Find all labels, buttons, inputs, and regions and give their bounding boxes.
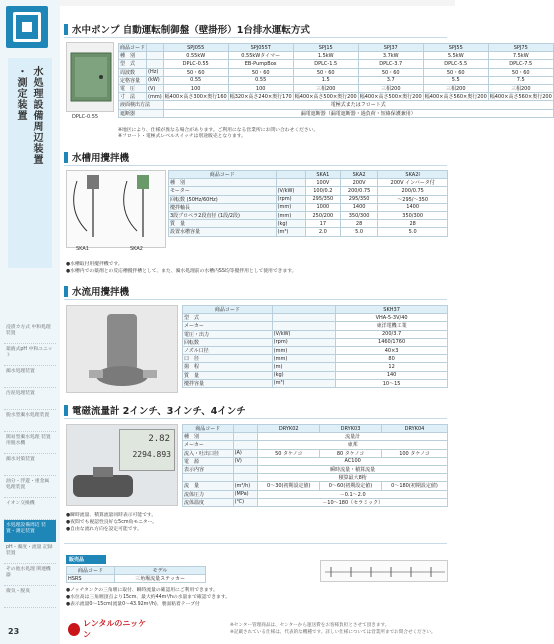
table-label-cell	[147, 60, 164, 68]
table-cell: －0.1～2.0	[258, 490, 448, 498]
sidebar-item[interactable]: 濁水対策装置	[4, 454, 56, 476]
sidebar-item[interactable]: pH・濁度・流量 記録装置	[4, 542, 56, 564]
table-cell: 幅400×高さ560×奥行200	[424, 94, 487, 101]
table-label-cell: 商品コード	[120, 45, 146, 52]
table-row	[119, 52, 554, 60]
table-cell: SKH37	[336, 306, 448, 314]
table-cell: AC100	[258, 457, 448, 465]
table-label-cell: 電 圧	[119, 84, 147, 92]
table-cell: 三相200	[293, 84, 358, 92]
table-label-cell: (m)	[272, 363, 336, 371]
sidebar-item[interactable]: その他水処理 関連機器	[4, 564, 56, 586]
vertical-section-title	[8, 58, 52, 268]
table-cell: 0～30(初期設定値)	[258, 482, 320, 490]
table-cell: VHA-5-3V/40	[336, 314, 448, 322]
table-cell: 80 タケノコ	[320, 449, 382, 457]
table-cell: 2.0	[305, 228, 340, 236]
table-label-cell: 設置水槽容量	[169, 228, 277, 236]
table-cell: 1000	[305, 203, 340, 211]
table-cell: 350/300	[378, 211, 448, 219]
table-label-cell: 質 量	[169, 220, 277, 228]
table-cell: DPLC-3.7	[358, 60, 423, 68]
table-label-cell: 寸 法	[119, 93, 147, 101]
note-line: ●ノッチタンクの三角堰に取付、瞬時流量の確認用にご利用できます。	[66, 588, 218, 593]
table-cell: 200V	[340, 179, 377, 187]
table-cell: 0.55	[163, 76, 228, 84]
table-label-cell: 商品コード	[183, 425, 234, 433]
table-row	[183, 465, 448, 473]
table-cell: SKA1	[305, 171, 340, 179]
table-label-cell: 揚 程	[183, 363, 273, 371]
sidebar-item[interactable]: 汚泥処理装置	[4, 388, 56, 410]
table-label-cell	[233, 441, 258, 449]
table-label-cell	[233, 465, 258, 473]
table-label-cell: ノズル口径	[183, 346, 273, 354]
table-cell: 100V	[305, 179, 340, 187]
table-cell: ～295/～350	[378, 195, 448, 203]
note-line: ●自由な流れ方向を設定可能です。	[66, 527, 142, 532]
table-cell: 0.55kW	[163, 52, 228, 60]
table-row	[169, 179, 448, 187]
table-label-cell: 種 別	[169, 179, 277, 187]
section-title-flow-mixer: 水流用攪拌機	[64, 284, 129, 298]
table-label-cell: 電 源	[183, 457, 234, 465]
table-cell: 28	[378, 220, 448, 228]
note-line: ●水槽取付用攪拌機です。	[66, 262, 123, 267]
table-cell: モデル	[115, 567, 206, 575]
table-row	[183, 474, 448, 482]
spec-table-pump-control	[118, 43, 554, 118]
vertical-title-line-2: ・測定装置	[15, 66, 26, 121]
table-label-cell: 回転数	[183, 338, 273, 346]
table-cell: 295/350	[340, 195, 377, 203]
note-line: ●瞬時流量、積算流量同時表示可能です。	[66, 513, 157, 518]
table-cell: 積算最大8桁	[258, 474, 448, 482]
note-line: ●表示流量0～15cm(流量0～43.92m³/h)、裏面粘着テープ付	[66, 602, 200, 607]
table-label-cell: (rpm)	[276, 195, 305, 203]
table-label-cell: 液面検出方法	[119, 101, 164, 109]
table-cell: DPLC-1.5	[293, 60, 358, 68]
table-label-cell: 商品コード	[169, 171, 277, 179]
table-cell: EB-PumpBox	[228, 60, 293, 68]
sidebar-item[interactable]: 簡易型濁水処理 装置用脱水機	[4, 432, 56, 454]
table-label-cell: (Hz)	[147, 68, 164, 76]
table-cell: 50・60	[358, 68, 423, 76]
table-row	[183, 314, 448, 322]
table-cell: 350/300	[340, 211, 377, 219]
footnote: ※センター管理商品は、センターから運送費をお客様負担とさせて頂きます。	[230, 623, 390, 628]
table-label-cell: (mm)	[148, 93, 162, 100]
table-label-cell	[276, 179, 305, 187]
table-label-cell	[233, 433, 258, 441]
table-row	[183, 306, 448, 314]
table-cell: 7.5	[488, 76, 553, 84]
table-row	[183, 330, 448, 338]
table-cell: 100/0.2	[305, 187, 340, 195]
table-label-cell: 種 別	[119, 52, 147, 60]
table-cell: SPJ55	[423, 44, 488, 52]
table-row	[183, 425, 448, 433]
note-line: ●水槽内での薬剤との反応槽攪拌槽として、また、濁水処理前の水槽内SS均等攪拌用として使用できます。	[66, 269, 297, 274]
table-cell: 200/0.75	[378, 187, 448, 195]
table-row	[169, 203, 448, 211]
table-cell: 12	[336, 363, 448, 371]
table-label-cell: 流 量	[183, 482, 234, 490]
total-flow-readout: 2294.893	[132, 450, 171, 459]
table-label-cell: (m³/h)	[233, 482, 258, 490]
table-cell: SPJ75	[488, 44, 553, 52]
table-cell: 1400	[378, 203, 448, 211]
table-cell: 50・60	[293, 68, 358, 76]
table-cell: 295/350	[305, 195, 340, 203]
table-label-cell	[183, 474, 234, 482]
table-cell: 三相200	[488, 84, 553, 92]
divider	[64, 165, 447, 166]
table-row	[183, 371, 448, 379]
table-cell: 1460/1760	[336, 338, 448, 346]
table-row	[183, 338, 448, 346]
table-row	[183, 498, 448, 506]
table-cell: 5.0	[378, 228, 448, 236]
table-cell: 40×3	[336, 346, 448, 354]
table-cell: 100	[163, 84, 228, 92]
table-label-cell: HSRS	[67, 575, 115, 583]
table-cell: 漏電遮断器（漏電遮断器・過負荷・短絡保護兼用）	[163, 109, 553, 117]
image-caption: SKA1	[76, 246, 89, 252]
for-sale-badge: 販売品	[66, 555, 106, 564]
sidebar-item[interactable]: 浸漬カ方式 中和処理装置	[4, 322, 56, 344]
table-cell: 200/3.7	[336, 330, 448, 338]
table-cell: 1.5kW	[293, 52, 358, 60]
brand-name: レンタルのニッケン	[82, 619, 147, 639]
table-label-cell: 型 式	[119, 60, 147, 68]
table-cell: 0.55	[228, 76, 293, 84]
table-label-cell: 定格容量	[119, 76, 147, 84]
footnote: ※記載されている仕様は、代表的な機種です。詳しい仕様については営業所までお問合せください。	[230, 630, 436, 635]
note-line: ※フロート・電極式レベルスイッチは別途販売となります。	[118, 134, 247, 139]
table-cell: SKA2I	[378, 171, 448, 179]
table-label-cell: 攪拌軸長	[169, 203, 277, 211]
table-row	[183, 457, 448, 465]
table-label-cell: 商品コード	[67, 567, 115, 575]
table-cell: 5.5	[423, 76, 488, 84]
table-label-cell: メーカー	[183, 322, 273, 330]
table-cell: 幅400×高さ300×奥行160	[164, 94, 227, 101]
table-cell: DPLC-5.5	[423, 60, 488, 68]
table-label-cell: 表示内容	[183, 465, 234, 473]
table-cell: 50・60	[423, 68, 488, 76]
table-cell: 50 タケノコ	[258, 449, 320, 457]
table-label-cell: (℃)	[233, 498, 258, 506]
table-cell: 3.7kW	[358, 52, 423, 60]
table-cell: DRYK03	[320, 425, 382, 433]
table-label-cell: (rpm)	[272, 338, 336, 346]
table-row	[169, 228, 448, 236]
flow-rate-readout: 2.82	[148, 434, 170, 444]
table-cell: 5.5kW	[423, 52, 488, 60]
table-label-cell: 流体温度	[183, 498, 234, 506]
vertical-title-line-1: 水処理設備周辺装置	[31, 66, 42, 165]
note-line: ●水位高は三角堰頂点より15cm、最大約44m³/hの水量まで確認できます。	[66, 595, 231, 600]
table-cell: 17	[305, 220, 340, 228]
top-bar	[60, 0, 455, 6]
sidebar-item[interactable]: 水処理設備周辺 装置・測定装置	[4, 520, 56, 542]
table-cell: 50・60	[163, 68, 228, 76]
table-label-cell	[272, 314, 336, 322]
table-row	[169, 187, 448, 195]
image-caption: DPLC-0.55	[72, 114, 99, 120]
table-label-cell	[272, 322, 336, 330]
table-cell: 3.7	[358, 76, 423, 84]
table-row	[119, 101, 554, 109]
table-cell: SPJ055	[163, 44, 228, 52]
section-title-flowmeter: 電磁流量計 2インチ、3インチ、4インチ	[64, 403, 246, 417]
sidebar-item[interactable]: 脱水型濁水処理装置	[4, 410, 56, 432]
table-label-cell: 種 別	[183, 433, 234, 441]
table-cell: 50・60	[488, 68, 553, 76]
table-cell: 東邦	[258, 441, 448, 449]
table-label-cell	[233, 474, 258, 482]
table-cell: 10～15	[336, 379, 448, 387]
table-label-cell	[147, 44, 164, 52]
table-label-cell: 質 量	[183, 371, 273, 379]
category-logo-icon	[6, 6, 48, 48]
brand-mark-icon	[68, 623, 80, 636]
table-row	[119, 60, 554, 68]
sidebar-item[interactable]: 油分・浮遊・重金属 処理装置	[4, 476, 56, 498]
table-row	[119, 84, 554, 92]
spec-table-tank-mixer	[168, 170, 448, 237]
table-cell: DRYK04	[381, 425, 447, 433]
table-cell: SPJ055T	[228, 44, 293, 52]
table-cell: 80	[336, 355, 448, 363]
table-label-cell: (m³)	[276, 228, 305, 236]
table-label-cell	[233, 425, 258, 433]
table-cell: 140	[336, 371, 448, 379]
table-label-cell: (mm)	[272, 355, 336, 363]
table-row	[183, 433, 448, 441]
table-label-cell: (m³)	[272, 379, 336, 387]
table-cell: 28	[340, 220, 377, 228]
table-label-cell: (A)	[233, 449, 258, 457]
table-label-cell: (V/kW)	[272, 330, 336, 338]
table-cell: 三相200	[358, 84, 423, 92]
table-label-cell: (V)	[233, 457, 258, 465]
table-cell: DPLC-0.55	[163, 60, 228, 68]
table-cell: 幅400×高さ500×奥行200	[294, 94, 357, 101]
divider	[64, 543, 447, 544]
spec-table-sticker	[66, 566, 206, 583]
table-row	[183, 490, 448, 498]
table-label-cell	[147, 52, 164, 60]
table-cell: 50・60	[228, 68, 293, 76]
table-cell: 1.5	[293, 76, 358, 84]
table-label-cell: 口 径	[183, 355, 273, 363]
table-label-cell: 攪拌容量	[183, 379, 273, 387]
table-cell: DPLC-7.5	[488, 60, 553, 68]
table-cell: 0～180(初期設定値)	[381, 482, 447, 490]
table-row	[183, 482, 448, 490]
table-label-cell: (kg)	[272, 371, 336, 379]
table-cell: 流量計	[258, 433, 448, 441]
table-label-cell: (mm)	[272, 346, 336, 354]
divider	[64, 299, 447, 300]
table-row	[169, 211, 448, 219]
spec-table-flow-mixer	[182, 305, 448, 388]
table-label-cell: (mm)	[276, 203, 305, 211]
image-caption: SKA2	[130, 246, 143, 252]
table-cell: 三相200	[423, 84, 488, 92]
table-cell: 東洋電機工業	[336, 322, 448, 330]
table-cell: 250/200	[305, 211, 340, 219]
table-cell: 5.0	[340, 228, 377, 236]
table-row	[119, 93, 554, 101]
table-label-cell	[276, 171, 305, 179]
table-label-cell	[272, 306, 336, 314]
table-cell: 電極式またはフロート式	[163, 101, 553, 109]
note-line: ●夜間でも視認性良好な5cm角モニター。	[66, 520, 158, 525]
table-row	[119, 68, 554, 76]
table-label-cell: メーカー	[183, 441, 234, 449]
table-label-cell: 流体圧力	[183, 490, 234, 498]
table-cell: SKA2	[340, 171, 377, 179]
table-label-cell: (MPa)	[233, 490, 258, 498]
table-row	[169, 171, 448, 179]
table-cell: －10～180（セラミック）	[258, 498, 448, 506]
table-cell: 幅320×高さ240×奥行170	[229, 94, 292, 101]
table-label-cell: (V)	[147, 84, 164, 92]
table-row	[183, 363, 448, 371]
section-title-pump-control: 水中ポンプ 自動運転制御盤（壁掛形）1台排水運転方式	[64, 22, 310, 36]
table-cell: 0～60(初期設定値)	[320, 482, 382, 490]
table-row	[119, 76, 554, 84]
page-number: 23	[8, 627, 20, 636]
table-label-cell: 型 式	[183, 314, 273, 322]
sticker-image	[320, 560, 448, 582]
table-cell: 7.5kW	[488, 52, 553, 60]
spec-table-flowmeter	[182, 424, 448, 507]
table-row	[183, 322, 448, 330]
table-row	[169, 195, 448, 203]
table-cell: 100 タケノコ	[381, 449, 447, 457]
divider	[64, 37, 447, 38]
table-cell: DRYK02	[258, 425, 320, 433]
table-cell: 200V インバータ付	[378, 179, 448, 187]
mixer-image	[66, 170, 166, 248]
table-cell: 1400	[340, 203, 377, 211]
table-row	[183, 355, 448, 363]
table-cell: 幅400×高さ560×奥行200	[489, 94, 552, 101]
table-label-cell: 3段プロペラ2段直径 (1段/2段)	[169, 211, 277, 219]
category-nav	[4, 322, 56, 608]
table-row	[183, 441, 448, 449]
table-label-cell: (kg)	[276, 220, 305, 228]
table-cell: SPJ37	[358, 44, 423, 52]
sidebar-item[interactable]: 微気・脱臭	[4, 586, 56, 608]
table-label-cell: (V/kW)	[276, 187, 305, 195]
sidebar-item[interactable]: 薬液式pH 中和ユニット	[4, 344, 56, 366]
table-label-cell: 遮断器	[119, 109, 164, 117]
control-panel-image	[66, 42, 114, 112]
sidebar	[0, 0, 60, 644]
table-row	[119, 44, 554, 52]
table-row	[183, 379, 448, 387]
table-label-cell: 商品コード	[183, 306, 273, 314]
note-line: ※地区により、仕様が異なる場合があります。ご利用になる営業所にお問い合わせください。	[118, 128, 319, 133]
table-label-cell: (kW)	[147, 76, 164, 84]
table-label-cell: (mm)	[276, 211, 305, 219]
table-cell: 0.55kWタイマー	[228, 52, 293, 60]
table-cell: 200/0.75	[340, 187, 377, 195]
table-cell: 三角堰流量ステッカー	[115, 575, 206, 583]
table-cell: SPJ15	[293, 44, 358, 52]
table-row	[67, 575, 206, 583]
flow-mixer-image	[66, 305, 178, 393]
table-label-cell: 周波数	[119, 68, 147, 76]
table-cell: 瞬時流量・積算流量	[258, 465, 448, 473]
table-label-cell: モーター	[169, 187, 277, 195]
sidebar-item[interactable]: イオン交換機	[4, 498, 56, 520]
table-row	[183, 449, 448, 457]
sidebar-item[interactable]: 濁水処理装置	[4, 366, 56, 388]
table-cell: 幅400×高さ500×奥行200	[359, 94, 422, 101]
brand-logo	[68, 621, 148, 637]
flowmeter-image	[66, 424, 178, 506]
table-label-cell: 電圧・出力	[183, 330, 273, 338]
table-row	[67, 567, 206, 575]
table-row	[183, 346, 448, 354]
section-title-tank-mixer: 水槽用攪拌機	[64, 150, 129, 164]
table-label-cell: 回転数 (50Hz/60Hz)	[169, 195, 277, 203]
table-cell: 100	[228, 84, 293, 92]
table-row	[169, 220, 448, 228]
table-label-cell: 流入・吐出口径	[183, 449, 234, 457]
table-row	[119, 109, 554, 117]
divider	[64, 418, 447, 419]
